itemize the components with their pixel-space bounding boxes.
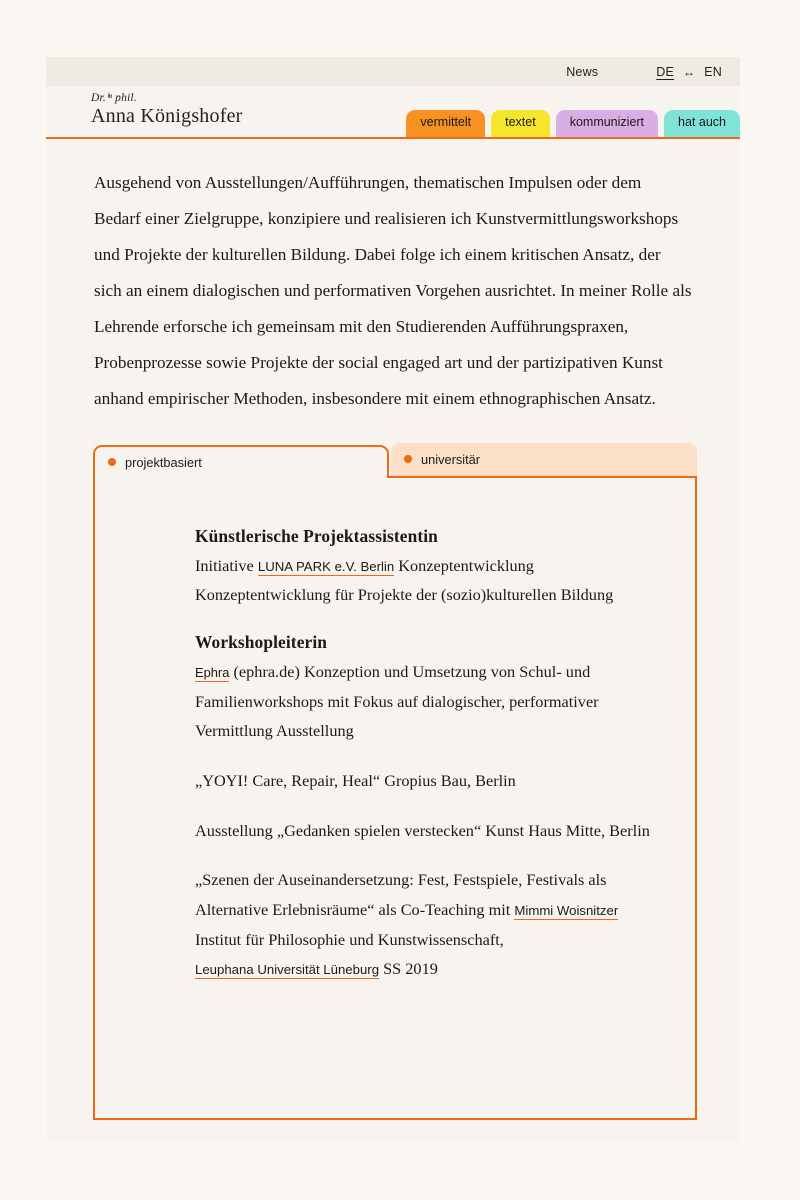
tagged-link-luna-park[interactable]: LUNA PARK e.V. Berlin (257, 558, 395, 574)
lang-en-link[interactable]: EN (704, 64, 722, 79)
entry-projektassistentin (95, 526, 695, 610)
brand-pretitle: Dr.ⁱⁿ phil. (91, 92, 137, 104)
tab-panel (93, 476, 697, 1120)
bullet-dot-icon (404, 455, 412, 463)
swap-arrow-icon: ↔ (683, 64, 696, 79)
nav-pill-vermittelt[interactable]: vermittelt (406, 110, 485, 137)
language-switcher (656, 65, 722, 79)
tab-label: universitär (421, 451, 481, 467)
nav-pill-kommuniziert[interactable]: kommuniziert (556, 110, 658, 137)
intro-text: Ausgehend von Ausstellungen/Aufführungen, thematischen Impulsen oder dem Bedarf einer Zielgruppe, konzipiere und realisieren ich Kunstvermittlungsworkshops und Projekte der kulturellen Bildung. Dabei folge ich einem kritischen Ansatz, der sich an einem dialogischen und performativen Vorgehen ausrichtet. In meiner Rolle als Lehrende erforsche ich gemeinsam mit den Studierenden Aufführungspraxen, Probenprozesse sowie Projekte der social engaged art und der partizipativen Kunst anhand empirischer Methoden, insbesondere mit einem ethnographischen Ansatz. (94, 173, 692, 408)
site-container (46, 57, 740, 1142)
last-block-mid: Institut für Philosophie und Kunstwissenschaft, (195, 929, 504, 949)
site-header (46, 86, 740, 139)
tagged-link-leuphana[interactable]: Leuphana Universität Lüneburg (195, 962, 380, 978)
nav-pill-textet[interactable]: textet (491, 110, 550, 137)
last-block-end: SS 2019 (383, 959, 438, 979)
spacer (95, 610, 695, 632)
entry-paragraph-szenen (195, 865, 655, 984)
tab-universitaer[interactable] (391, 443, 697, 476)
bullet-dot-icon (108, 458, 116, 466)
entry-lead-before: Initiative (195, 555, 254, 575)
tab-bar (93, 443, 697, 476)
last-block-line1: „Szenen der Auseinandersetzung: Fest, Festspiele, Festivals als Alternative Erlebnisräume“ als Co-Teaching mit (195, 870, 607, 919)
tab-label: projektbasiert (125, 454, 202, 470)
nav-pill-hat-auch[interactable]: hat auch (664, 110, 740, 137)
entry-paragraph-yoyi: „YOYI! Care, Repair, Heal“ Gropius Bau, Berlin (195, 770, 516, 790)
entry-title: Workshopleiterin (195, 631, 328, 652)
entry-workshopleiterin (95, 632, 695, 984)
entry-paragraph-gedanken: Ausstellung „Gedanken spielen verstecken“ Kunst Haus Mitte, Berlin (195, 820, 650, 840)
lang-de-link[interactable]: DE (656, 64, 675, 79)
entry-body (195, 657, 655, 746)
entry-title: Künstlerische Projektassistentin (195, 525, 438, 546)
tab-projektbasiert[interactable] (93, 445, 389, 478)
nav-pills (406, 110, 740, 137)
entry-lead-after: (ephra.de) Konzeption und Umsetzung von Schul- und Familienworkshops mit Fokus auf dialogischer, performativer Vermittlung Ausstellung (195, 661, 599, 741)
news-link[interactable]: News (566, 64, 599, 79)
entry-body (195, 551, 655, 610)
brand[interactable] (91, 90, 243, 128)
utility-bar (46, 57, 740, 86)
brand-name: Anna Königshofer (91, 105, 243, 127)
tagged-link-ephra[interactable]: Ephra (195, 664, 230, 680)
tagged-link-mimmi-woisnitzer[interactable]: Mimmi Woisnitzer (514, 902, 619, 918)
entry-lead-after: Konzeptentwicklung Konzeptentwicklung für Projekte der (sozio)kulturellen Bildung (195, 555, 614, 605)
